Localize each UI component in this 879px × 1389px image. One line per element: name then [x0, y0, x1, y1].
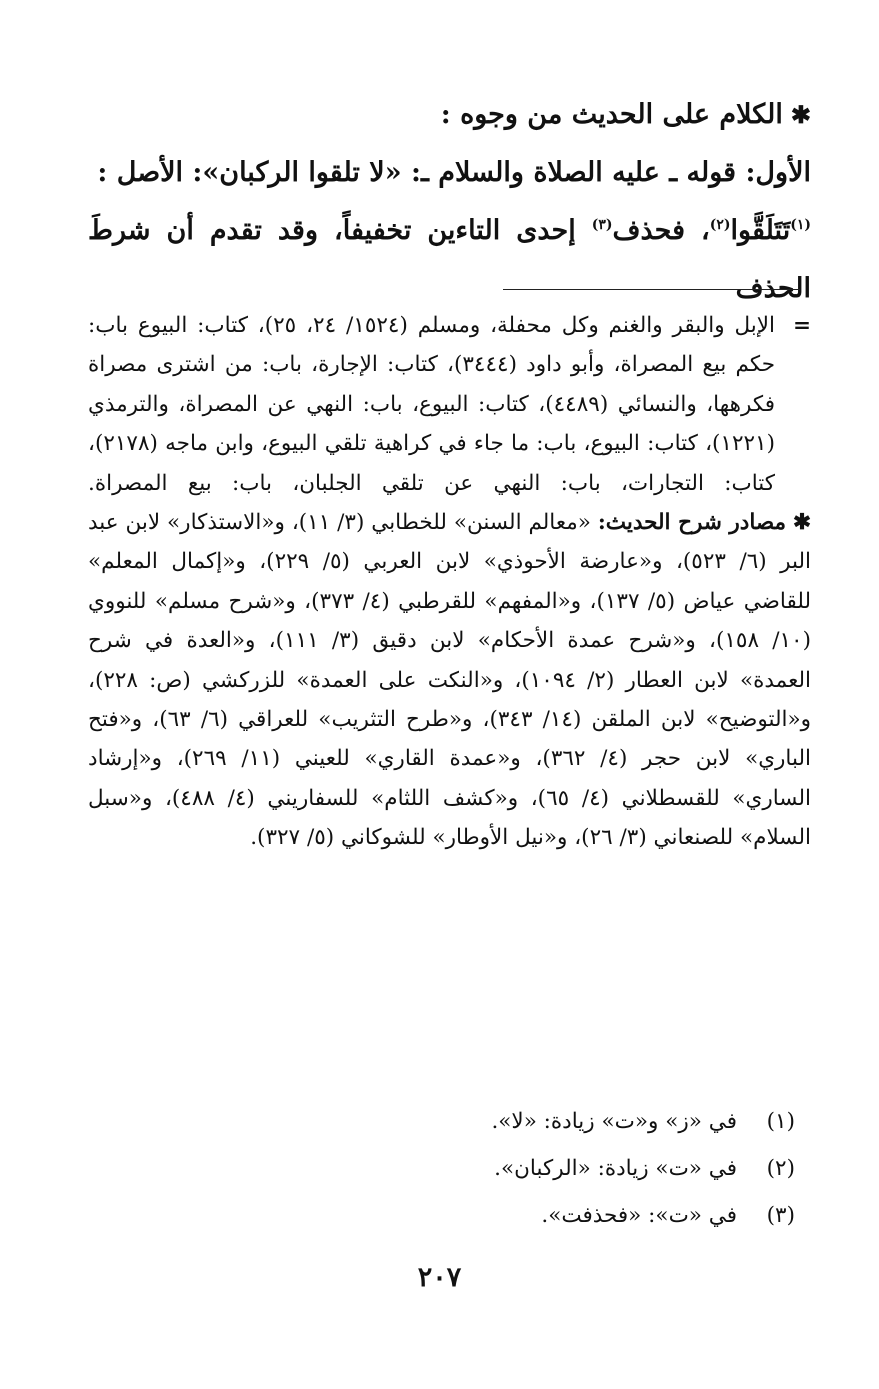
text-segment-b: إحدى التاءين تخفيفاً، وقد تقدم أن شرطَ الحذف — [88, 215, 811, 304]
footnote-ref-2[interactable]: (٢) — [709, 217, 731, 233]
star-bullet-icon: ✱ — [790, 100, 811, 129]
sources-label: مصادر شرح الحديث: — [597, 510, 787, 536]
continuation-text: الإبل والبقر والغنم وكل محفلة، ومسلم (١٥٢٤/ ٢٤، ٢٥)، كتاب: البيوع باب: حكم بيع المصراة، وأبو داود (٣٤٤٤)، كتاب: الإجارة، باب: من اشترى مصراة فكرهها، والنسائي (٤٤٨٩)، كتاب: البيوع، باب: النهي عن المصراة، والترمذي (١٢٢١)، كتاب: البيوع، باب: ما جاء في كراهية تلقي البيوع، وابن ماجه (٢١٧٨)، كتاب: التجارات، باب: النهي عن تلقي الجلبان، باب: بيع المصراة. — [88, 313, 775, 496]
footnote-text: في «ت» زيادة: «الركبان». — [494, 1156, 737, 1181]
sources-paragraph — [88, 503, 811, 858]
footnote-ref-3[interactable]: (٣) — [591, 217, 613, 233]
footnote-ref-1[interactable]: (١) — [790, 217, 811, 233]
text-segment-a: ، فحذف — [612, 215, 710, 246]
section-heading — [88, 86, 811, 144]
footnote-3 — [95, 1192, 795, 1239]
first-point-continuation — [88, 202, 811, 318]
word-tatalaqqaw: تَتَلَقَّوا — [730, 215, 791, 246]
footnotes-area — [88, 306, 811, 858]
heading-text: الكلام على الحديث من وجوه : — [440, 99, 783, 130]
footnote-number: (٢) — [766, 1156, 795, 1181]
footnote-separator — [503, 289, 800, 290]
first-point-line: الأول: قوله ـ عليه الصلاة والسلام ـ: «لا تلقوا الركبان»: الأصل : — [97, 157, 811, 188]
sources-bullet-icon: ✱ — [793, 510, 812, 536]
footnote-text: في «ز» و«ت» زيادة: «لا». — [491, 1109, 737, 1134]
footnote-continuation — [88, 306, 811, 503]
continuation-marker: = — [792, 313, 811, 338]
main-text — [88, 86, 811, 318]
page-number: ٢٠٧ — [417, 1262, 462, 1293]
footnote-2 — [95, 1145, 795, 1192]
footnote-list — [95, 1098, 795, 1239]
footnote-number: (١) — [766, 1109, 795, 1134]
footnote-text: في «ت»: «فحذفت». — [541, 1203, 737, 1228]
sources-text: «معالم السنن» للخطابي (٣/ ١١)، و«الاستذكار» لابن عبد البر (٦/ ٥٢٣)، و«عارضة الأحوذي» لابن العربي (٥/ ٢٢٩)، و«إكمال المعلم» للقاضي عياض (٥/ ١٣٧)، و«المفهم» للقرطبي (٤/ ٣٧٣)، و«شرح مسلم» للنووي (١٠/ ١٥٨)، و«شرح عمدة الأحكام» لابن دقيق (٣/ ١١١)، و«العدة في شرح العمدة» لابن العطار (٢/ ١٠٩٤)، و«النكت على العمدة» للزركشي (ص: ٢٢٨)، و«التوضيح» لابن الملقن (١٤/ ٣٤٣)، و«طرح التثريب» للعراقي (٦/ ٦٣)، و«فتح الباري» لابن حجر (٤/ ٣٦٢)، و«عمدة القاري» للعيني (١١/ ٢٦٩)، و«إرشاد الساري» للقسطلاني (٤/ ٦٥)، و«كشف اللثام» للسفاريني (٤/ ٤٨٨)، و«سبل السلام» للصنعاني (٣/ ٢٦)، و«نيل الأوطار» للشوكاني (٥/ ٣٢٧). — [88, 510, 812, 851]
footnote-number: (٣) — [766, 1203, 795, 1228]
footnote-1 — [95, 1098, 795, 1145]
